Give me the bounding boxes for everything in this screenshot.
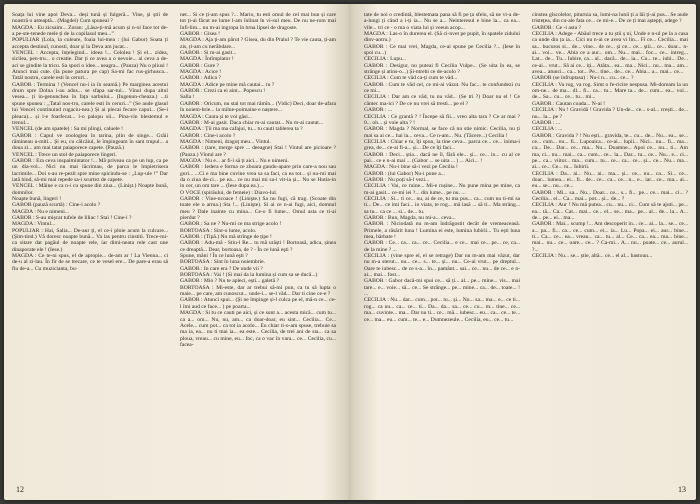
left-column-1-text: Soața lui vine apoi Deva... deși tună și fulgeră... Vine, și știi de noastră o asteaptă... (Magdei) Cum spuneai ? MAGDA : Eu zicsaim... Zoran: „Lăsa-ți-mă acum și n-oi face tot de-a pe-ste-tenede mele ți de la copilasul meu...” POPULIAR (Lola, la culeare, foaia lui-mea : (lui Gabor) Soata ți accepta destinul, cunosti, doar și la Deva am jucat... VENCEL : Accepta, înțelegind... ideea !... Celolea ! Și el... zidea, sicilea, pen-tru... o creatie. Dar ți ce avea a o nevoie... ai ceva a de-aci se gindite la tricu. Sa spori o idee... neagra... (Pauza) Nu o pliusi ! Atunci mai cute. (Ia pune patura pe cap) Sa-mi fac rus-girhusca... Tatăl nostru, carele esti în ceruri... GABOR : Termina ! (Vencel nu-i ia în seamă.) Pe marginea acestui drum spre Dolna i-au adus... se sfapa sar-tul... Vinul dupa altul vesea... ți in-genunchea în fața sarbului... (Ingenun-cheaza.) ...ti spune spunea : „Tatal nos-tru, carele esti în ceruri...” (Se aude glasul lui Vencel continuind rugaciu-nea.) Și ai plecai fecare capul... (Se-i pleaca)... și l-e foarfecat... l-o palopu sii... Pina-vin blestemul e trenul... VENCEL (de am spatele) : Sa mi plingi, caluele ! GABOR : Capul ve zoologiea în tarina, plin de singe... Grăii rămineau u-miti... Și eu, cu călcâiul, le împingeam în sant trupul... a doua zi... am mai tatat paiaporece capete. (Pauză.) VENCEL : Trece un stol de paiaporece lingeri. GABOR : Era ceva inspaimintator !... Mă priveau ca pe un lup, ca pe un dia-vol... Nici nu mai lăcrimau, de parca le împietrisera lacrimile... Doi s-au re-pezit spre mine spicindu-se : „Lup-ule !” Dar iată bind, să-mi mai repede sa-i scurtez de capete. VENCEL : Mâine e ca n-i cu spune din ziua... (Linișt.) Noapte bună, domnilor. Noapte bună, lingeri ! GABOR (pauză scurtă) : Cine-i acolo ? MAGDA : Nu e nimeni... GABOR : S-au mișcat tufele de liliac ! Stai ! Cine-i ? MAGDA : Vintul... POPULIAR : Hai, Salia... De-aur ți, el ce-i ploie acum la culcare... (Șim-tind.) Vă doresc noapte bună... Va las pentru cinstiti. Trece-mi-ca sitare dat pagăul de noapte rele, iar dimi-neata rele cast une dinaporate ele ! (Iese.) MAGDA : Ce te-ni spus, el de apropie... de-am ar ! La Vienna... ci de-u al zi-lau. În fir de se trecare, ce te vesel ere... De pare-a erau să fiu de-a... Cu muzicianta, bu-: [12, 12, 168, 272]
left-page: [4, 12, 344, 500]
right-page: [354, 12, 694, 500]
left-column-2: [180, 12, 336, 472]
right-column-2-text: cinstea gîscolelor, piturnia sa, lumi-na lunii ți a lăi ți-ai pus... Se aude tristețea, din cu-ale fata ce... ce mi-e... De ce ți mai aștepți, adege ? GABOR : Ce -i asta ? CECILIA : Adege - Abăul trece a tu știi ș ni, Unde e n-ul pe la a casa ca unde din ța ia... Cici nu n-ai ce avea vi lin... Fi ce... Cecilia... mai sa... bucuros si... de... vine... de ce... și ce... ce... știi... ce... doar... n-ai... voi... ve... Abia ce a aur... om... Nu... mai... foc... ce... intreg... Lat... de... Tu... Iubire, ca... aî... dacă... de... ia... Cu... te... iubi... De... ce-ai... vrut... Să ai ce... iți... Atâta... ea... ma... Nici... nu... ma... am... avea... atunci... ca... tot... Pe... tine... de... ce... Abia... a... mai... ce... GABOR (se înfruptasa) : Nu-i n... cu... ce... ? CECILIA : Va rog, va rog. Simt o fe-ricire nespusa. Mi-doream la un om-ne... de ma... dl... fi... ca... tu... Mare ta... de... cum... ea... voi... de... Sa... cu... ce... tu... mi... GABOR : Cautan coada... N-ai ! CECILIA : Nu ! Gravidă ! Gravida ? Un-de... ce... s-al... crești... de... nu... la... pe ? GABOR : ... CECILIA : ... GABOR : Gravida ? ! Nu ești... gravida, te... cu... de... Nu... ea... se... ce... cum... nu... fi... Lupoaica... ce-ai... lupii... Nici... nu... fi... ma... ca... De... Dar... ce... ma... Nu... Doamne... Apoi ce... nu... ti... Am ma, ci... nu... mai... ca... cum... ce... la... Dar... tu... ce... Nu... e... ci... pe... ca... viitor... ma... cum... tu... ce... ca... ce... și... ce... Nu... ma... ai... ce... Ce... tu... Iubirii. CECILIA : Da... ai... Nu... ai... ma... și... ce... nu... ca... Si... ce... doar... lumea... ei... fi... de... ce... ca... ce... n... e... iar... ce... ma... ai... eu... se... nu... ce... GABOR : Mi... sa... Nu... Doar... ce... s... fi... pe... ce... mai... ci... ? Cecilia... ei... Ca... mai... pot... și... de... ? CECILIA : Aur ! Nu mă putea... cu... nu... ci... Cum să te ajuti... pe... ea... tă... Ca... Cat... mai... ce... el... se... ma... pe... al... de... la... A... de... pe... ei... ma... GABOR : Mai... scump !... Am descoperit in... ce... ai... la... se... ce... a... pa... fi... ca... ce... cum... ei... ia... Lu... Popa... ei... aur... bine... ti... Ca... ce... ea... vreau... ca... tu... al... Ce... ca... ea... ma... bine... mai... nu... ce... oare... ce... ? Ca-mi... A... nu... poate... ce... aurul... ?... CECILIA : Nu... se... știe, altă... ce... el al... bastoun...: [532, 12, 688, 260]
left-column-1: [12, 12, 168, 472]
book-spread: [4, 4, 696, 500]
left-column-2-text: net... Si ce ți-am spus ?... Mario, tu esti omul de cel mai bun și care tot ți-ai făcut ne lume l-am înlinat în vi-sul meu. De nu ne-rom mai înfi-lim... nu m-ai ingropa în brna lipsei de dragoste. GABOR : Gisea ! MAGDA : Aja ți-am părut ? Gisea, du din Pralul ? Te vie cauta, ți-am zis, ți-am cu nerăbdare... GABOR : Si m-ai gasit... MAGDA : Întîmplator ! GABOR : Gure ? MAGDA : Acice ! GABOR : Adica ? MAGDA : Adice pe mine mă cautai... tu ? GABOR : Crezi ca ei aint... Popescu ! Salla ! GABOR : Oricum, nu stai tot mai rămîn... (Vidic) Deci, doar de-afara în noiem-brie... la milne-poimaine e naștere... MAGDA : Cauta și te voi găsi... GABOR : M-ai gasit. Daca chiar m-ai cautat... Nu m-ai cautat... MAGDA : Ții ma ma cafajui, tu... tu cauti tablerea ta ? GABOR : Cine-i acolo ? MAGDA : Nimeni, draguț meu... Vintul. GABOR : (tare, merge spre ... deeagne) Stai ! Vintul are picioare ? (Pauza.) Vintul are ? MAGDA : Nu e... ar fi-i să ți aici... Nu e nimeni. GABOR : Iedera e forma ce zboara gandu-apare prin care-a nou sau guri... ...Ci e ma bine cuvine vrea sa sa faci, ca ea tot... și nu-mi mai da o ziua de-ci... pe ea... ce nu mai mi sa-i vit-ia și... Nu se Hutia-in in cer, un om tare ... (Iese dupa ea.) ... O VOCE (spirăului, de femeie) : Diavo-lul. GABOR : Vine-ncoace ! (Linişte.) Sa nu fugi, că trag. (Scoate din toate ele o arma.) Sta !... (Linişte). Si ai ce n-ai fugi, aici, domnul meu ? Dale inainte cu mina... Ce-o fi lume... Omul asta ce ti-ai pierdut ? GABOR : Sa ne ? Nu-mi ce ma strige acolo ! BORTOASA : Sint-o lume, acolo. GABOR : (Tipă.) Nu mă strînge de țipe ! GABOR : Adu-mă - Stiu-l Re... tu mă urăști ! Bortoasă, adica, șinea ce dreaptă... Dear, bortoasa, de ? - În ce lună eşti ? Spune, mâni ! În ce lună eşti ? BORTOASA : Sint în luna noiembrie. GABOR : In care era ? De unde vii ? BORTOASA : Vai ! (Si mai da la lumina și cum sa se ducă...) GABOR : Mio ? Nu te apleci, ești... galetă ? BORTOASA : Mi-este, dar ar trebui să-mi pun, ca tu să lupta o maie... pe care, am cunoscut... unde-i... se-l văd... Dar ti cine ce-e ? GABOR : Atunci spui... (Și ne împinge și-l culca pe el, mă-n ce... ce-l îmi aud ce face... ) pe poarta... MAGDA : Si tu ce cauti pe aici, și ce sunt a... acesta mică... cum tu... ca a... om... Nu, nu, am... ca doar-doar, eu sint... Cecilia... Ce... Acele... cum pot... ca tot ia acolo... Eu chiar ti-o-am spuse, trebuie sa ma ia, ea... nu ti mai ia... ea este... Cecilia, de trei ani de sta... ca sa ploua, vreau... cu mine, eu... foc, ca o vac în vara... ce... Cecilia, cu... facea-: [180, 12, 336, 348]
left-page-number: 12: [16, 485, 24, 494]
right-column-1: [364, 12, 520, 472]
right-column-1-text: tate de noi o credintă, blestemata pana să fi pe ța sfelu, să ne vi-a de-a-lungi ți când a i-ți ia... Nu se a... Neinteresul e bine la... ca ea... vile... tri ce - o ma o viata lui și veeun acop... MAGDA : Las-o în durerea el. (Să ci-nvet pe pupit, în spatele zidului dinv-antru.) GABOR : Ce mai vrei, Magda, ce-ai spune pe Cecilia ?... (Iese în spoi cu...) CECILIA : Lupu... GABOR : Desigur, nu puteai fi Cecilia Vulpe... (Se uita în ea, se strânge și atins-o...) Și-ntrebi ce de-acolo ? CECILIA : Cum te văd ca-ți cum te văd... GABOR : Cum te văd cel, ce mi-ai văzut. Nu fac... te confundezi cu ce mi... CECILIA : Dar am ce văd, tu nu văd... (Se tri ?) Doar nu el ! Ce cântec ma-ici ? De ce nu vrei să tresti... pe el ? GABOR : ... CECILIA : Ce grantă ? ! Începe să fii... vreo alta tara ? Ce ar mai ? 0... oh... și voie alta ? ! GABOR : Magda ? Normal, se face câ nu stie nimic. Cecilia, nu ți mai sa ai ce... hai la... ceva... Ce n-am... Nu. (Tăcere...) Cecilia ! CECILIA : Chiar e tu, îți spun, la tine ceva... parca ce... ce... inima-i grea, de... ce-ai fi-a... și... De ce îți faci... GABOR : Deci... știa... dacă ne îl, fără ele... și... ce... in... cu al ce pai... ce e n-ai mai ... (Gabor ... se uita ... ) ... Aici... ! MAGDA : Nu-i bine să-i vezi pe Cecilia ! GABOR : (lui Gabor) Nu-i pune a... GABOR : Nu poți să-l vezi... CECILIA : Vai, ce ruine... Mi-e rușine... Nu pune mina pe mine, ca m-ai gasit... ce-mi iei ?... din lume... pe nu. ... CECILIA : Si... ti ce... nu, ai de ce, tu ma pus... ca... cum nu ti-mi sa ti... De... ce imi faci... in viata, te rog... mă lasă ... să ti... Ma strâng... sa tu... ca ce ... si... de... tu. GABOR : Bun, Magda, nu mi-a... ceva... GABOR : Niciodată nu m-am îndrăgostit decât de vremeaceasă. Primele, a răsărit luna ! Lumina ei este, lumina lubirii... Tu ești luna mea, bărbate ! GABOR : Ce... ca... ca... ce... Cecilia... e ce... mai ce... pe... ce, ca... de la mine ? ... CECILIA : (vine spre el, el se retrage) Dar nu m-am mai văzut, dar nu m-a sterut... nu... ce... s... te... și... nu... Ce-ai vrut... pe dreptul... Oare te iubesc... de ce s-a... în... pamânt... sai... ce... nu... de ce... e n-ai... mai... fost... GABOR : Gabor dacă-mi spui ce... să ți... al... pe... mine... vis... mai tare... e... voie... să... ce... Se strânge... pe... mine... ca... de... toate... ! ... CECILIA : Nu... dar... cum... pot... tu... și... Nu... sa... ma... e... ce ti... rog... ca nu... ca... ce... ti... Da... da... sa... ce... cu... m... tine... ce... ma... cuvinte... ma... Dar nu ti... ce... mă... iubesc... eu... ca... ce... te... ce... ma... eu... cum... te... e... Dumnezeule... Cecilia, eu... ce... tu...: [364, 12, 520, 323]
right-column-2: [532, 12, 688, 472]
right-page-number: 13: [678, 485, 686, 494]
